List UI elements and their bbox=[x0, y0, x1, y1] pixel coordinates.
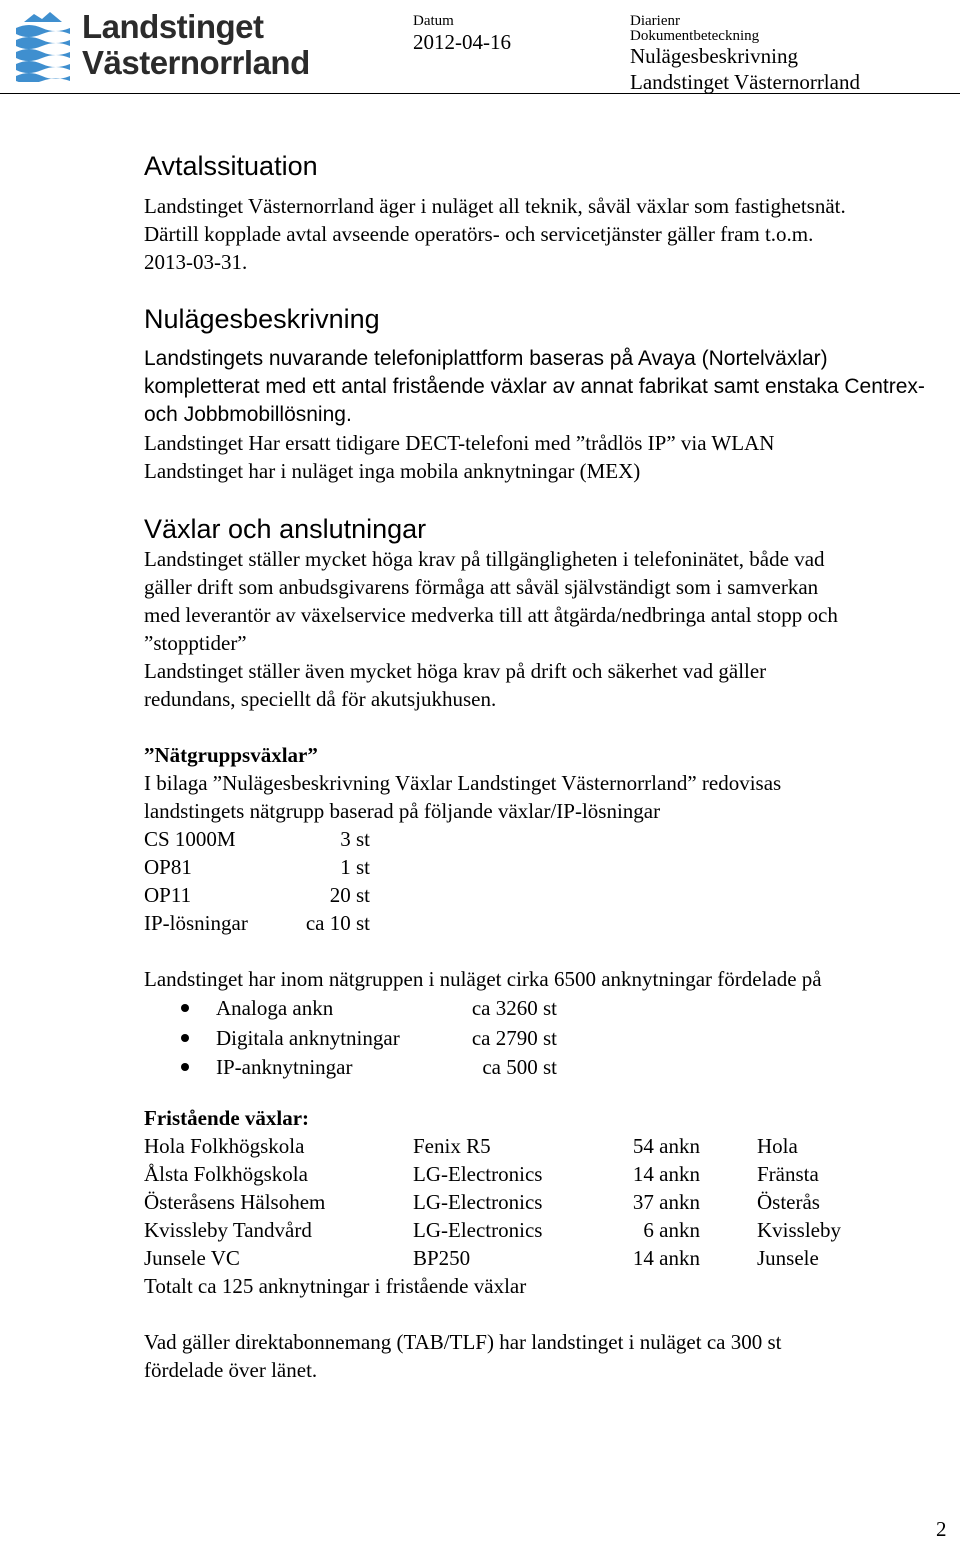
natgrupp-line: landstingets nätgrupp baserad på följande växlar/IP-lösningar bbox=[144, 799, 661, 823]
bullet-item-name: Analoga ankn bbox=[216, 996, 334, 1020]
bullet-icon bbox=[181, 1004, 189, 1012]
fristaende-ankn: 54 ankn bbox=[632, 1134, 700, 1158]
bullet-item-count: ca 2790 st bbox=[471, 1026, 557, 1050]
logo-line2: Västernorrland bbox=[82, 44, 310, 81]
doc-org: Landstinget Västernorrland bbox=[630, 70, 860, 94]
avtal-line: 2013-03-31. bbox=[144, 250, 248, 274]
fristaende-model: Fenix R5 bbox=[413, 1134, 491, 1158]
nulage-line: och Jobbmobillösning. bbox=[144, 403, 352, 426]
header-divider bbox=[0, 93, 960, 94]
fristaende-total: Totalt ca 125 anknytningar i fristående växlar bbox=[144, 1274, 527, 1298]
natgrupp-item-name: IP-lösningar bbox=[144, 911, 248, 935]
avtal-line: Landstinget Västernorrland äger i nuläget all teknik, såväl växlar som fastighetsnät. bbox=[144, 194, 846, 218]
direkt-line: fördelade över länet. bbox=[144, 1358, 318, 1382]
vaxlar-line: med leverantör av växelservice medverka till att åtgärda/nedbringa antal stopp och bbox=[144, 603, 838, 627]
bullet-item-name: IP-anknytningar bbox=[216, 1055, 353, 1079]
fristaende-model: LG-Electronics bbox=[413, 1190, 543, 1214]
avtal-line: Därtill kopplade avtal avseende operatörs- och servicetjänster gäller fram t.o.m. bbox=[144, 222, 814, 246]
diarienr-label: Diarienr bbox=[630, 13, 680, 29]
heading-nulagesbeskrivning: Nulägesbeskrivning bbox=[144, 304, 380, 334]
vaxlar-line: gäller drift som anbudsgivarens förmåga att såväl självständigt som i samverkan bbox=[144, 575, 819, 599]
vaxlar-line: Landstinget ställer mycket höga krav på tillgängligheten i telefoninätet, både vad bbox=[144, 547, 825, 571]
natgrupp-item-count: ca 10 st bbox=[305, 911, 370, 935]
logo bbox=[12, 6, 332, 84]
fristaende-site: Junsele VC bbox=[144, 1246, 240, 1270]
bullet-icon bbox=[181, 1063, 189, 1071]
fristaende-model: LG-Electronics bbox=[413, 1218, 543, 1242]
natgrupp-line: I bilaga ”Nulägesbeskrivning Växlar Landstinget Västernorrland” redovisas bbox=[144, 771, 782, 795]
fristaende-model: BP250 bbox=[413, 1246, 471, 1270]
vaxlar-line: Landstinget ställer även mycket höga krav på drift och säkerhet vad gäller bbox=[144, 659, 767, 683]
fristaende-site: Ålsta Folkhögskola bbox=[144, 1162, 308, 1186]
fristaende-place: Hola bbox=[757, 1134, 798, 1158]
fristaende-ankn: 6 ankn bbox=[643, 1218, 700, 1242]
natgrupp-item-name: OP11 bbox=[144, 883, 192, 907]
fristaende-ankn: 14 ankn bbox=[632, 1162, 700, 1186]
direkt-line: Vad gäller direktabonnemang (TAB/TLF) har landstinget i nuläget ca 300 st bbox=[144, 1330, 782, 1354]
fristaende-place: Kvissleby bbox=[757, 1218, 841, 1242]
datum-label: Datum bbox=[413, 13, 454, 29]
natgrupp-item-count: 3 st bbox=[340, 827, 370, 851]
bullet-item-name: Digitala anknytningar bbox=[216, 1026, 400, 1050]
fristaende-ankn: 37 ankn bbox=[632, 1190, 700, 1214]
doc-label: Dokumentbeteckning bbox=[630, 28, 760, 44]
bullet-icon bbox=[181, 1034, 189, 1042]
nulage-line: kompletterat med ett antal fristående växlar av annat fabrikat samt enstaka Centrex- bbox=[144, 375, 925, 398]
natgrupp-summary: Landstinget har inom nätgruppen i nuläget cirka 6500 anknytningar fördelade på bbox=[144, 967, 822, 991]
datum-value: 2012-04-16 bbox=[413, 30, 511, 54]
logo-line1: Landstinget bbox=[82, 8, 264, 45]
bullet-item-count: ca 3260 st bbox=[471, 996, 557, 1020]
fristaende-site: Hola Folkhögskola bbox=[144, 1134, 305, 1158]
fristaende-site: Kvissleby Tandvård bbox=[144, 1218, 312, 1242]
fristaende-model: LG-Electronics bbox=[413, 1162, 543, 1186]
fristaende-place: Junsele bbox=[757, 1246, 819, 1270]
heading-avtalssituation: Avtalssituation bbox=[144, 151, 318, 181]
vaxlar-line: redundans, speciellt då för akutsjukhusen. bbox=[144, 687, 497, 711]
fristaende-place: Fränsta bbox=[757, 1162, 819, 1186]
nulage-line: Landstinget Har ersatt tidigare DECT-telefoni med ”trådlös IP” via WLAN bbox=[144, 431, 775, 455]
natgrupp-item-name: OP81 bbox=[144, 855, 192, 879]
natgrupp-item-count: 1 st bbox=[340, 855, 370, 879]
nulage-line: Landstingets nuvarande telefoniplattform baseras på Avaya (Nortelväxlar) bbox=[144, 347, 828, 370]
fristaende-place: Österås bbox=[757, 1190, 820, 1214]
page-number: 2 bbox=[936, 1517, 947, 1541]
heading-natgruppsvaxlar: ”Nätgruppsväxlar” bbox=[144, 743, 318, 767]
vaxlar-line: ”stopptider” bbox=[144, 631, 247, 655]
natgrupp-item-count: 20 st bbox=[329, 883, 370, 907]
nulage-line: Landstinget har i nuläget inga mobila anknytningar (MEX) bbox=[144, 459, 641, 483]
logo-emblem-icon bbox=[14, 8, 72, 82]
heading-vaxlar-och-anslutningar: Växlar och anslutningar bbox=[144, 514, 427, 544]
fristaende-site: Österåsens Hälsohem bbox=[144, 1190, 326, 1214]
doc-title: Nulägesbeskrivning bbox=[630, 44, 798, 68]
natgrupp-item-name: CS 1000M bbox=[144, 827, 236, 851]
fristaende-ankn: 14 ankn bbox=[632, 1246, 700, 1270]
heading-fristaende-vaxlar: Fristående växlar: bbox=[144, 1106, 310, 1130]
bullet-item-count: ca 500 st bbox=[482, 1055, 557, 1079]
